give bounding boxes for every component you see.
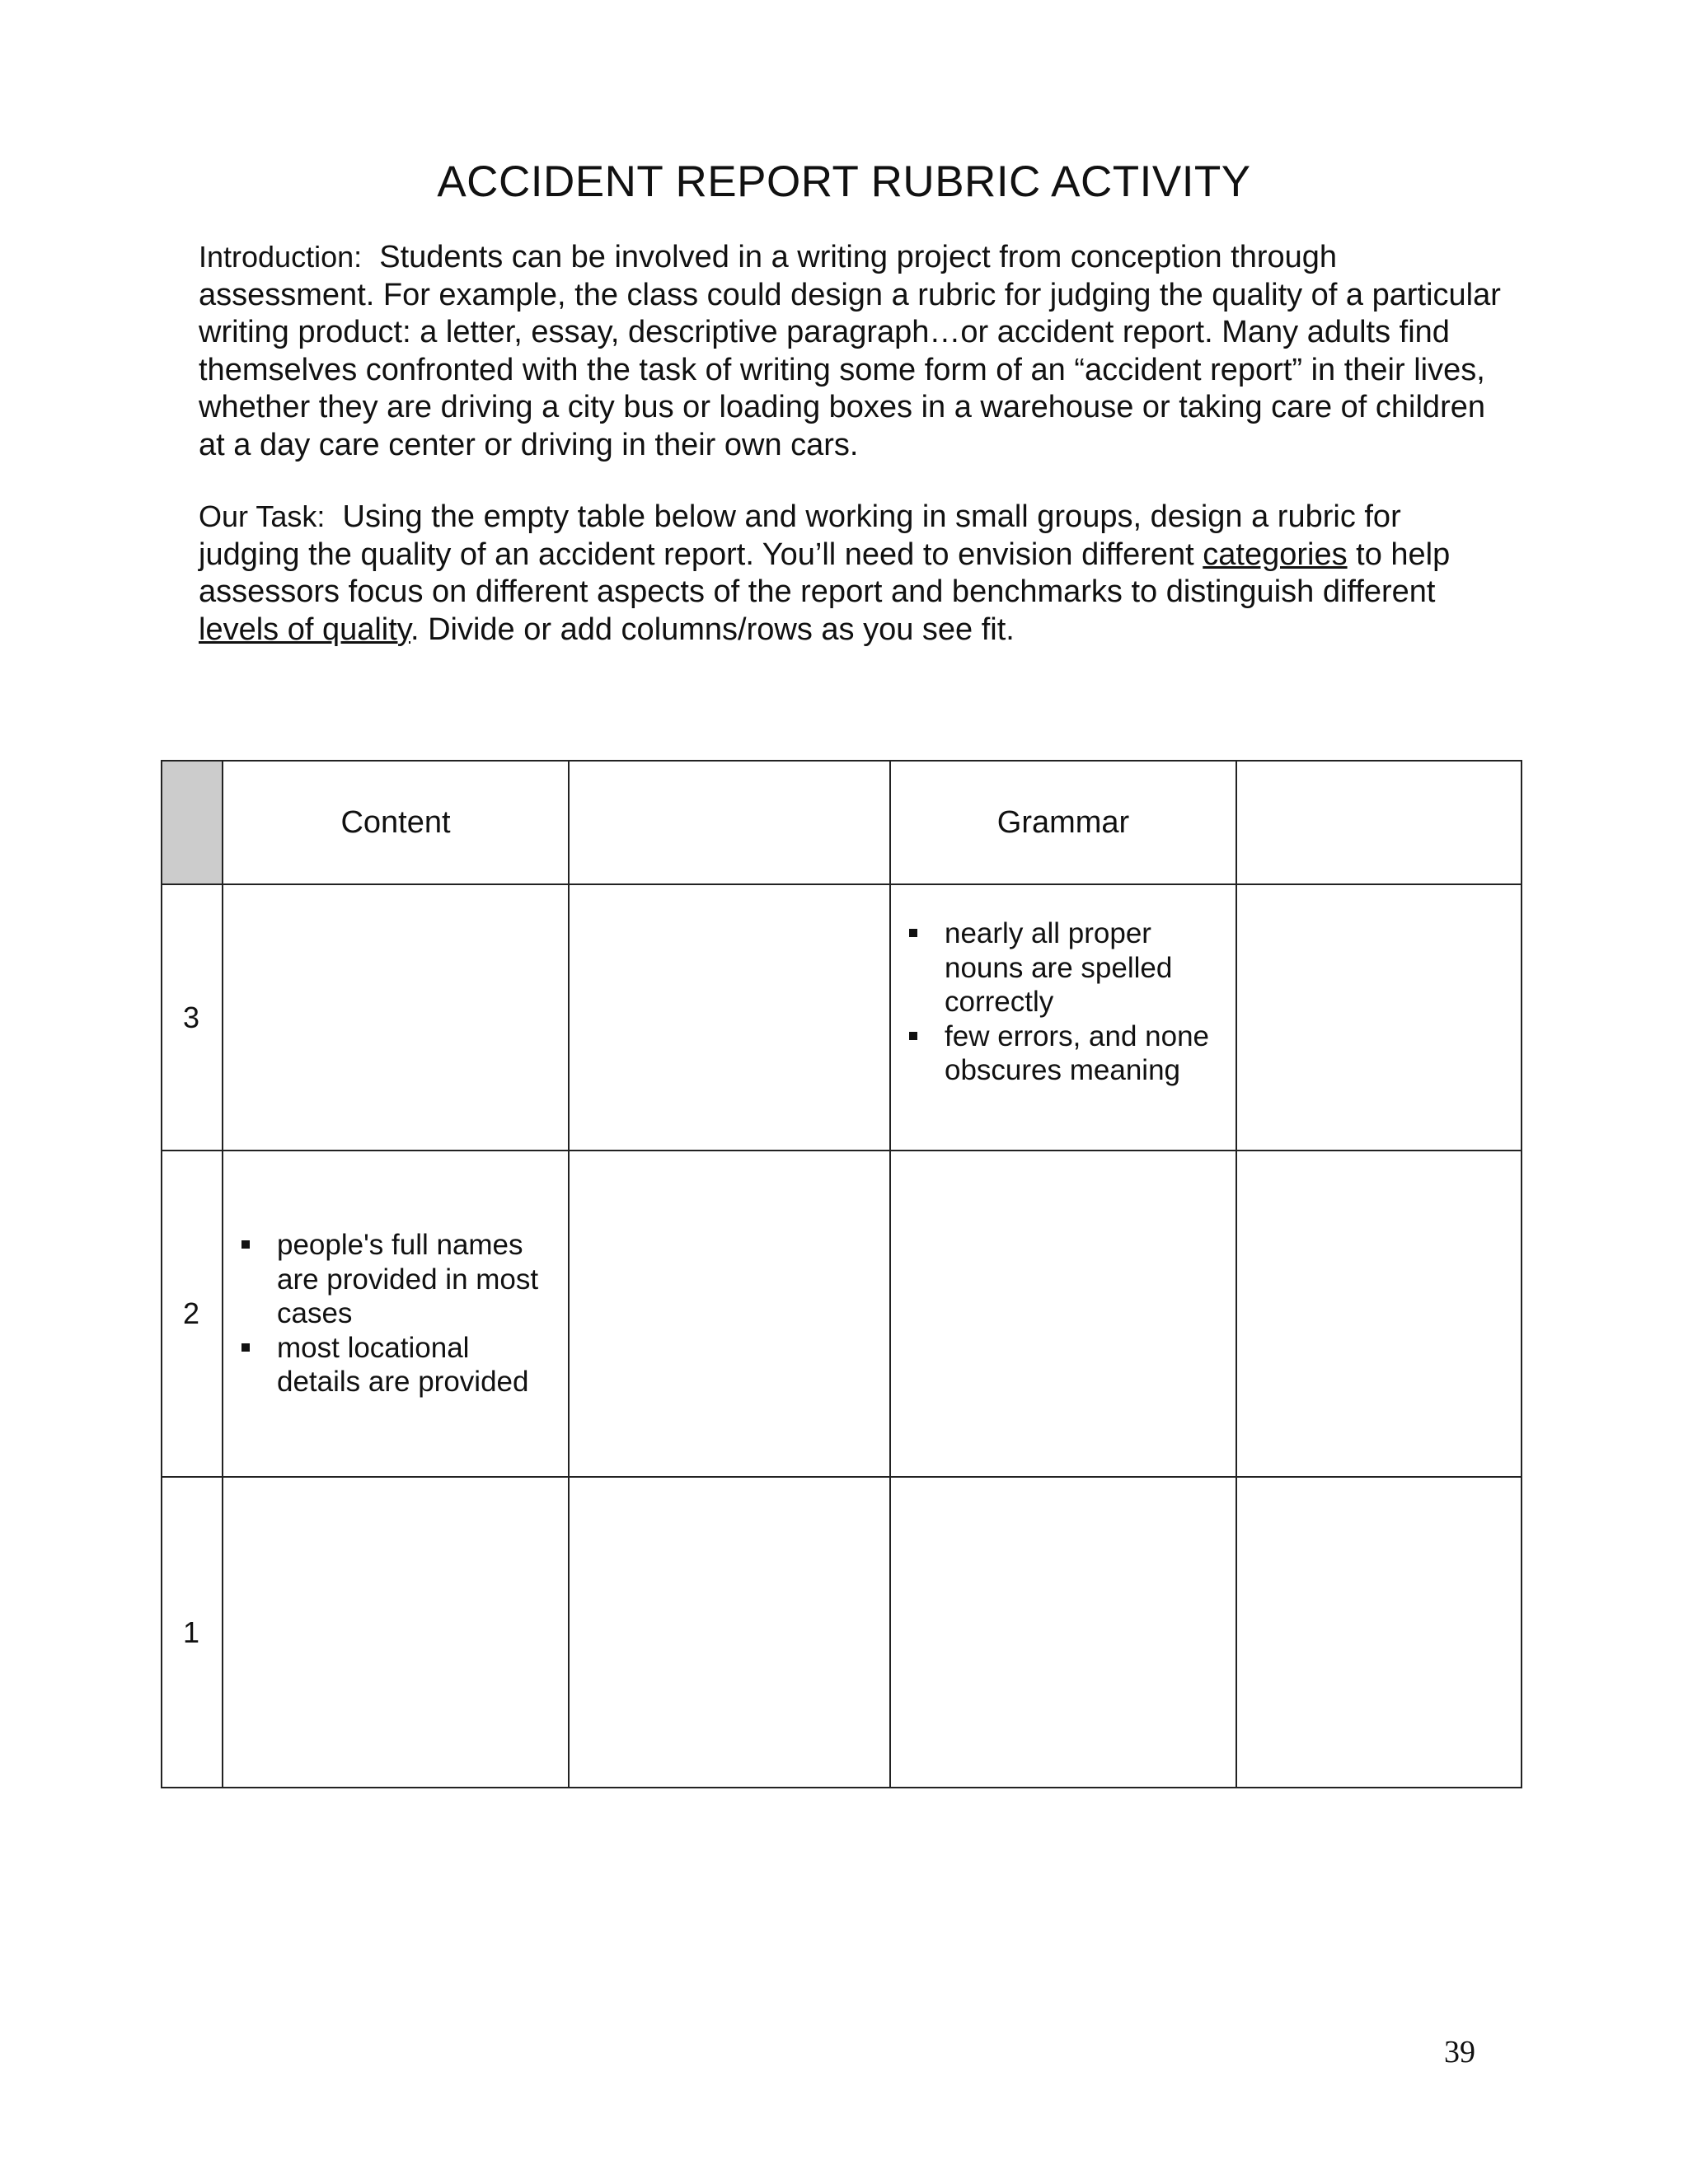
cell-3-content bbox=[223, 884, 569, 1151]
list-item: nearly all proper nouns are spelled correctly bbox=[945, 916, 1227, 1019]
task-text-2: to help assessors focus on different aspects of the report and benchmarks to distinguish different bbox=[199, 537, 1451, 609]
introduction-paragraph bbox=[199, 238, 1509, 464]
page-number: 39 bbox=[1444, 2035, 1475, 2069]
cell-1-content bbox=[223, 1477, 569, 1788]
rubric-table bbox=[161, 760, 1522, 1788]
list-item: most locational details are provided bbox=[277, 1331, 560, 1399]
header-blank-1 bbox=[569, 761, 890, 884]
list-item: people's full names are provided in most cases bbox=[277, 1228, 560, 1331]
cell-2-blank-1 bbox=[569, 1151, 890, 1477]
introduction-label: Introduction: bbox=[199, 240, 363, 274]
level-2-label: 2 bbox=[162, 1151, 223, 1477]
table-row bbox=[162, 884, 1522, 1151]
categories-underlined: categories bbox=[1203, 537, 1348, 572]
cell-1-grammar bbox=[890, 1477, 1236, 1788]
cell-2-blank-2 bbox=[1236, 1151, 1522, 1477]
task-text-1: Using the empty table below and working in small groups, design a rubric for judging the quality of an accident report. You’ll need to envision different bbox=[199, 499, 1401, 572]
content-bullet-list bbox=[223, 1228, 568, 1399]
cell-1-blank-1 bbox=[569, 1477, 890, 1788]
header-corner-cell bbox=[162, 761, 223, 884]
cell-3-grammar bbox=[890, 884, 1236, 1151]
task-label: Our Task: bbox=[199, 499, 326, 533]
cell-1-blank-2 bbox=[1236, 1477, 1522, 1788]
cell-2-content bbox=[223, 1151, 569, 1477]
header-grammar: Grammar bbox=[890, 761, 1236, 884]
header-blank-2 bbox=[1236, 761, 1522, 884]
cell-2-grammar bbox=[890, 1151, 1236, 1477]
page-title: ACCIDENT REPORT RUBRIC ACTIVITY bbox=[437, 157, 1251, 206]
levels-of-quality-underlined: levels of quality bbox=[199, 612, 410, 647]
level-3-label: 3 bbox=[162, 884, 223, 1151]
list-item: few errors, and none obscures meaning bbox=[945, 1019, 1227, 1088]
table-row bbox=[162, 1477, 1522, 1788]
level-1-label: 1 bbox=[162, 1477, 223, 1788]
header-content: Content bbox=[223, 761, 569, 884]
grammar-bullet-list bbox=[891, 885, 1236, 1088]
introduction-text: Students can be involved in a writing project from conception through assessment. For example, the class could design a rubric for judging the quality of a particular writing product: a letter, essay, descriptive paragraph…or accident report. Many adults find themselves confronted with the task of writing some form of an “accident report” in their lives, whether they are driving a city bus or loading boxes in a warehouse or taking care of children at a day care center or driving in their own cars. bbox=[199, 240, 1501, 462]
table-row bbox=[162, 1151, 1522, 1477]
table-header-row bbox=[162, 761, 1522, 884]
cell-3-blank-2 bbox=[1236, 884, 1522, 1151]
task-text-3: . Divide or add columns/rows as you see fit. bbox=[410, 612, 1015, 647]
task-paragraph bbox=[199, 498, 1509, 649]
cell-3-blank-1 bbox=[569, 884, 890, 1151]
